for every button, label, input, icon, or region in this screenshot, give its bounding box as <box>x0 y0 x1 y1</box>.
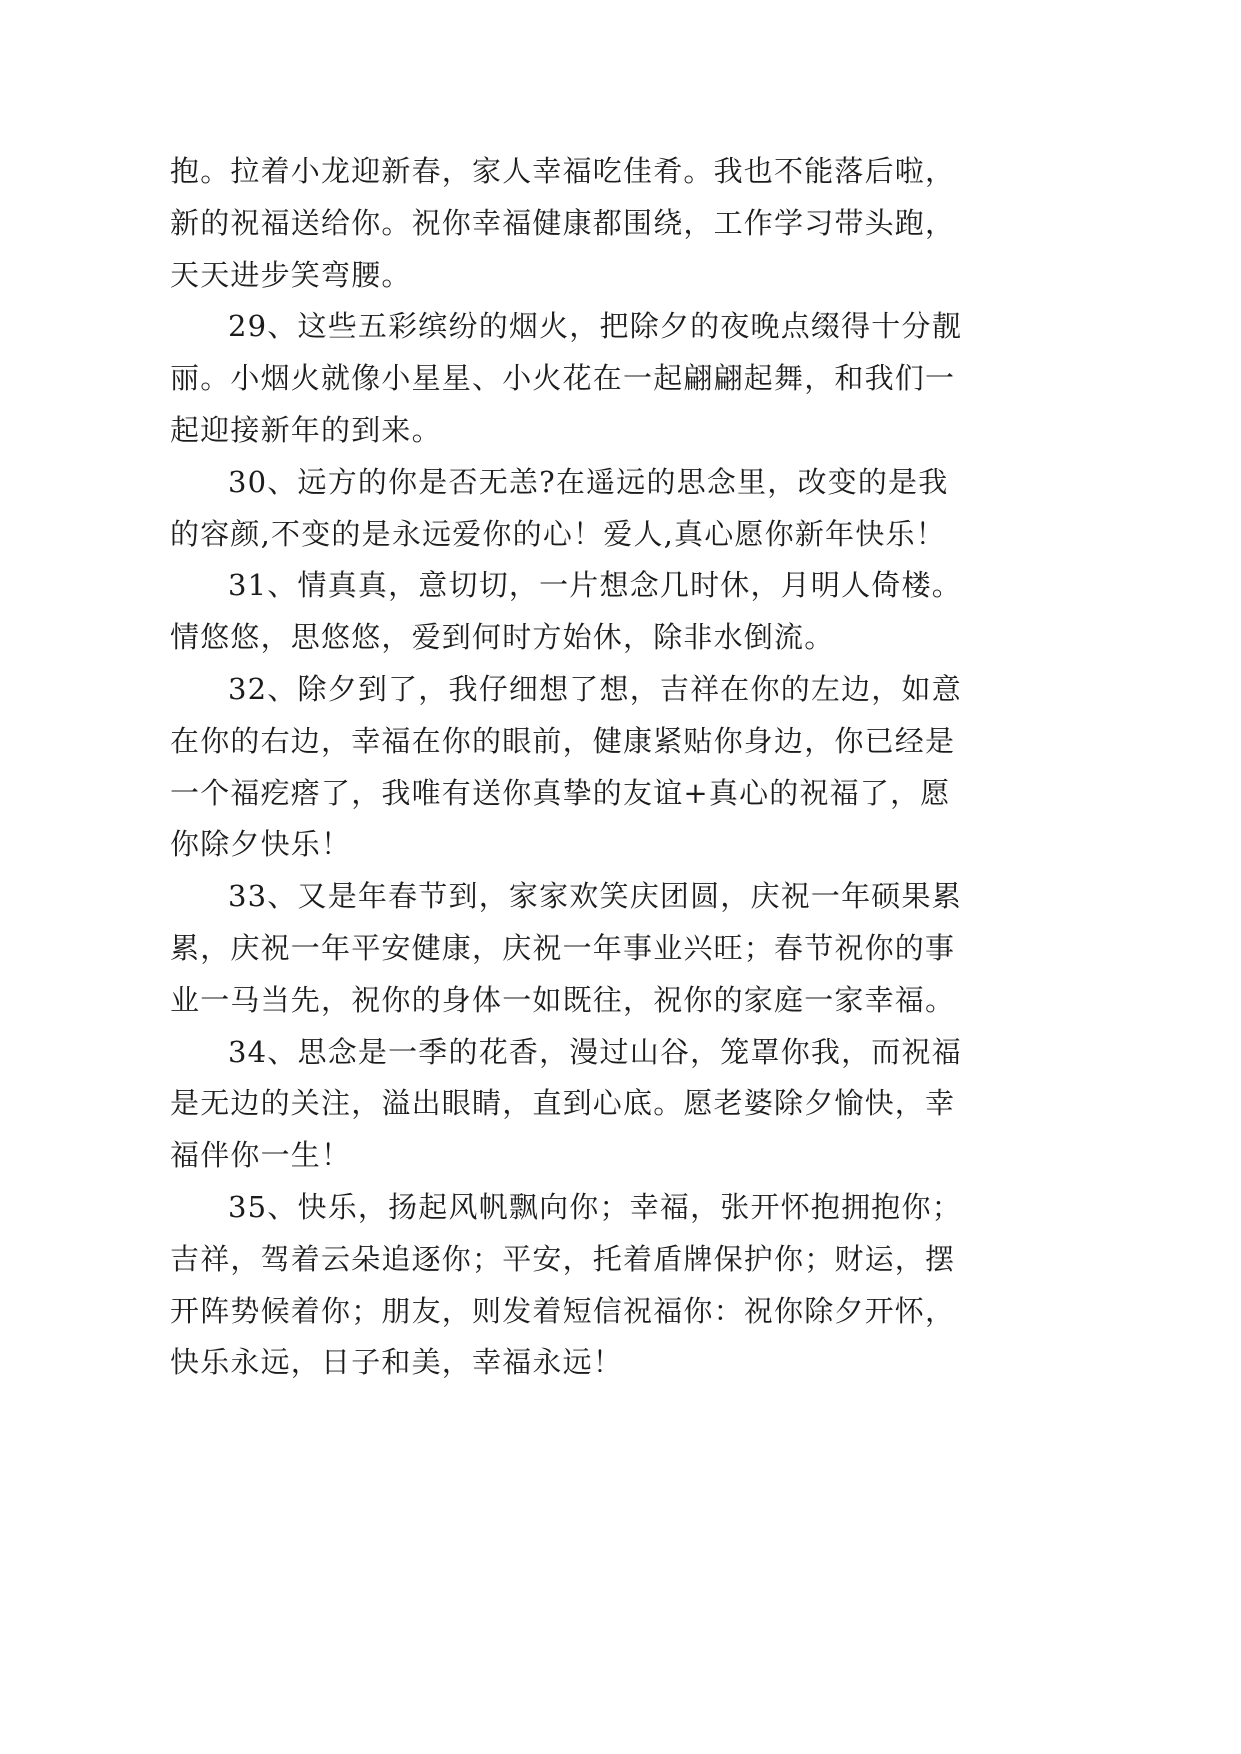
document-body <box>170 146 970 1389</box>
text-line: 情悠悠，思悠悠，爱到何时方始休，除非水倒流。 <box>170 620 835 655</box>
paragraph-35 <box>170 1182 970 1389</box>
text-line: 35、快乐，扬起风帆飘向你；幸福，张开怀抱拥抱你； <box>228 1189 962 1224</box>
text-line: 32、除夕到了，我仔细想了想，吉祥在你的左边，如意 <box>228 671 962 706</box>
text-line: 是无边的关注，溢出眼睛，直到心底。愿老婆除夕愉快，幸 <box>170 1086 956 1121</box>
text-line: 一个福疙瘩了，我唯有送你真挚的友谊+真心的祝福了，愿 <box>170 775 951 810</box>
text-line: 抱。拉着小龙迎新春，家人幸福吃佳肴。我也不能落后啦， <box>170 154 956 188</box>
text-line: 29、这些五彩缤纷的烟火，把除夕的夜晚点缀得十分靓 <box>228 309 962 344</box>
text-line: 快乐永远，日子和美，幸福永远！ <box>170 1345 624 1380</box>
paragraph-32 <box>170 664 970 871</box>
text-line: 开阵势候着你；朋友，则发着短信祝福你：祝你除夕开怀， <box>170 1293 956 1328</box>
text-line: 福伴你一生！ <box>170 1138 352 1173</box>
text-line: 31、情真真，意切切，一片想念几时休，月明人倚楼。 <box>228 568 962 603</box>
paragraph-34 <box>170 1027 970 1182</box>
text-line: 天天进步笑弯腰。 <box>170 257 412 292</box>
paragraph-33 <box>170 871 970 1026</box>
paragraph-31 <box>170 560 970 664</box>
text-line: 累，庆祝一年平安健康，庆祝一年事业兴旺；春节祝你的事 <box>170 930 956 965</box>
text-line: 你除夕快乐！ <box>170 827 352 862</box>
text-line: 新的祝福送给你。祝你幸福健康都围绕，工作学习带头跑， <box>170 205 956 240</box>
text-line: 的容颜,不变的是永远爱你的心！爱人,真心愿你新年快乐！ <box>170 516 946 551</box>
text-line: 吉祥，驾着云朵追逐你；平安，托着盾牌保护你；财运，摆 <box>170 1241 956 1276</box>
paragraph-29 <box>170 301 970 456</box>
paragraph-30 <box>170 457 970 561</box>
text-line: 34、思念是一季的花香，漫过山谷，笼罩你我，而祝福 <box>228 1034 962 1069</box>
text-line: 30、远方的你是否无恙?在遥远的思念里，改变的是我 <box>228 464 949 499</box>
text-line: 在你的右边，幸福在你的眼前，健康紧贴你身边，你已经是 <box>170 723 956 758</box>
text-line: 起迎接新年的到来。 <box>170 412 442 447</box>
text-line: 业一马当先，祝你的身体一如既往，祝你的家庭一家幸福。 <box>170 982 956 1017</box>
text-line: 丽。小烟火就像小星星、小火花在一起翩翩起舞，和我们一 <box>170 361 956 396</box>
text-line: 33、又是年春节到，家家欢笑庆团圆，庆祝一年硕果累 <box>228 879 962 914</box>
paragraph-continuation <box>170 146 970 301</box>
